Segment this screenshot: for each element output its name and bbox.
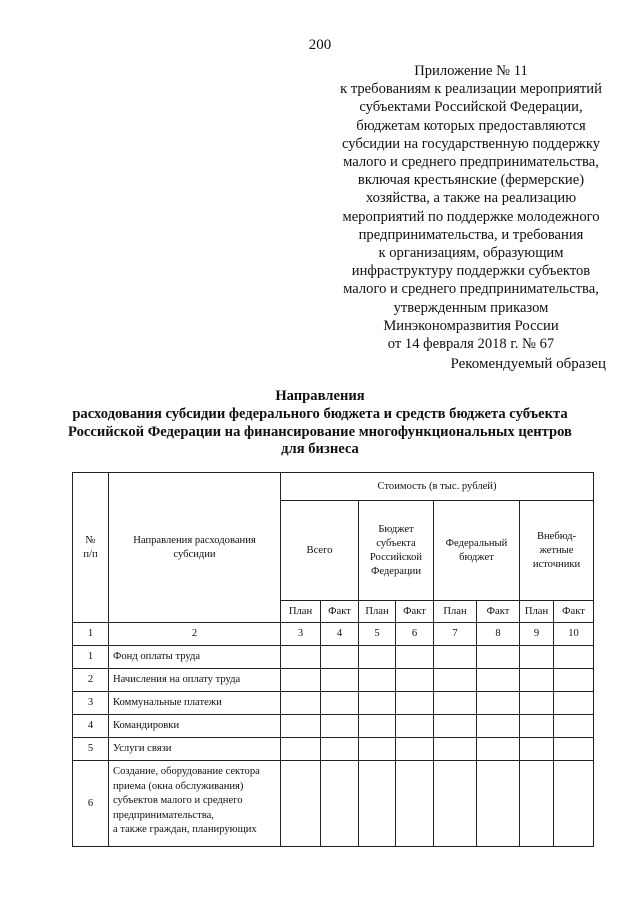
column-number: 10 [554,623,594,646]
cell [281,738,321,761]
header-plan: План [520,601,554,623]
cell [520,715,554,738]
appendix-line: утвержденным приказом [393,299,549,316]
table-row [73,669,594,692]
cell [520,669,554,692]
row-name: Командировки [109,715,281,738]
cell [554,715,594,738]
header-fact: Факт [396,601,434,623]
row-name: Услуги связи [109,738,281,761]
header-num: № п/п [73,473,109,623]
column-number: 4 [321,623,359,646]
cell [434,692,477,715]
header-plan: План [434,601,477,623]
cell [321,692,359,715]
appendix-line: субъектами Российской Федерации, [359,99,583,116]
row-name: Создание, оборудование сектора приема (окна обслуживания) субъектов малого и среднего предпринимательства, а также граждан, планирующих [109,761,281,847]
column-number: 1 [73,623,109,646]
header-group-total: Всего [281,501,359,601]
title-line: Направления [275,388,365,404]
cell [477,715,520,738]
appendix-line: мероприятий по поддержке молодежного [342,208,600,225]
cell [281,646,321,669]
header-fact: Факт [321,601,359,623]
cell [477,669,520,692]
cell [396,738,434,761]
column-number: 9 [520,623,554,646]
title-line: для бизнеса [281,441,359,458]
cell [359,761,396,847]
row-name: Коммунальные платежи [109,692,281,715]
header-group-regional-budget: Бюджет субъекта Российской Федерации [359,501,434,601]
cell [396,692,434,715]
cell [477,738,520,761]
cell [359,692,396,715]
document-title [40,388,600,459]
page-number: 200 [308,37,332,53]
cell [396,715,434,738]
cell [477,646,520,669]
row-name: Фонд оплаты труда [109,646,281,669]
cell [281,669,321,692]
appendix-title: Приложение № 11 [414,63,528,79]
cell [520,761,554,847]
column-number: 7 [434,623,477,646]
cell [359,715,396,738]
appendix-line: предпринимательства, и требования [358,226,584,243]
header-cost: Стоимость (в тыс. рублей) [281,473,594,501]
appendix-line: Минэкономразвития России [383,317,559,334]
cell [434,715,477,738]
table-row [73,646,594,669]
cell [321,715,359,738]
appendix-line: от 14 февраля 2018 г. № 67 [387,336,555,353]
cell [281,761,321,847]
cell [554,669,594,692]
cell [359,669,396,692]
appendix-line: субсидии на государственную поддержку [341,135,601,152]
row-num: 6 [73,761,109,847]
table-row [73,692,594,715]
appendix-line: малого и среднего предпринимательства, [343,281,599,298]
cell [477,692,520,715]
header-fact: Факт [477,601,520,623]
appendix-line: бюджетам которых предоставляются [356,117,586,134]
table-row [73,761,594,847]
cell [520,646,554,669]
cell [321,669,359,692]
column-number: 5 [359,623,396,646]
cell [359,646,396,669]
cell [281,692,321,715]
cell [321,738,359,761]
row-num: 3 [73,692,109,715]
cell [321,761,359,847]
table-row [73,738,594,761]
appendix-line: к требованиям к реализации мероприятий [340,81,602,98]
cell [359,738,396,761]
cell [520,738,554,761]
column-number: 3 [281,623,321,646]
cell [477,761,520,847]
cell [554,646,594,669]
row-num: 5 [73,738,109,761]
cell [321,646,359,669]
row-num: 2 [73,669,109,692]
table-row [73,715,594,738]
header-plan: План [281,601,321,623]
expenses-table [72,472,594,847]
appendix-block [336,62,606,353]
cell [396,646,434,669]
cell [434,646,477,669]
recommended-sample-label: Рекомендуемый образец [450,356,606,372]
appendix-line: малого и среднего предпринимательства, [343,154,599,171]
column-number: 2 [109,623,281,646]
title-line: Российской Федерации на финансирование многофункциональных центров [68,423,572,440]
row-name: Начисления на оплату труда [109,669,281,692]
appendix-line: к организациям, образующим [378,245,564,262]
cell [434,738,477,761]
row-num: 1 [73,646,109,669]
header-direction: Направления расходования субсидии [109,473,281,623]
cell [554,738,594,761]
cell [281,715,321,738]
title-line: расходования субсидии федерального бюджета и средств бюджета субъекта [72,405,568,422]
appendix-line: инфраструктуру поддержки субъектов [351,263,591,280]
cell [396,669,434,692]
header-group-federal-budget: Федеральный бюджет [434,501,520,601]
header-fact: Факт [554,601,594,623]
cell [434,761,477,847]
appendix-line: хозяйства, а также на реализацию [365,190,577,207]
row-num: 4 [73,715,109,738]
column-number: 8 [477,623,520,646]
appendix-line: включая крестьянские (фермерские) [357,172,585,189]
header-group-extrabudgetary: Внебюд- жетные источники [520,501,594,601]
cell [396,761,434,847]
header-plan: План [359,601,396,623]
cell [520,692,554,715]
column-number: 6 [396,623,434,646]
cell [554,692,594,715]
cell [554,761,594,847]
cell [434,669,477,692]
